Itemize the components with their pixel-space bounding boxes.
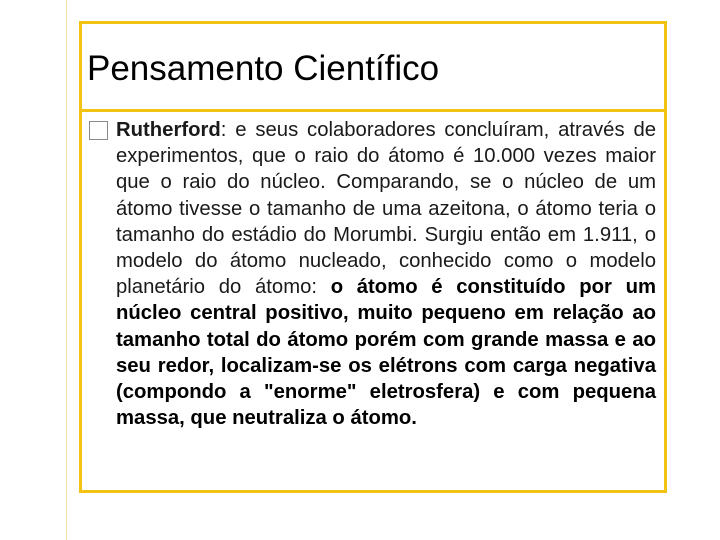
bullet-paragraph (116, 117, 656, 431)
bullet-emphasis-text: o átomo é constituído por um núcleo central positivo, muito pequeno em relação ao tamanho total do átomo porém com grande massa e ao seu redor, localizam-se os elétrons com carga negativa (compondo a "enorme" eletrosfera) e com pequena massa, que neutraliza o átomo. (116, 276, 657, 430)
bullet-intro-text: : e seus colaboradores concluíram, através de experimentos, que o raio do átomo é 10.000 vezes maior que o raio do núcleo. Comparando, se o núcleo de um átomo tivesse o tamanho de uma azeitona, o átomo teria o tamanho do estádio do Morumbi. Surgiu então em 1.911, o modelo do átomo nucleado, conhecido como o modelo planetário do átomo: (116, 119, 656, 299)
bullet-name: Rutherford (116, 119, 221, 141)
square-bullet-icon (89, 121, 108, 140)
title-divider (79, 109, 667, 112)
margin-line (66, 0, 67, 540)
slide-title: Pensamento Científico (87, 49, 440, 88)
